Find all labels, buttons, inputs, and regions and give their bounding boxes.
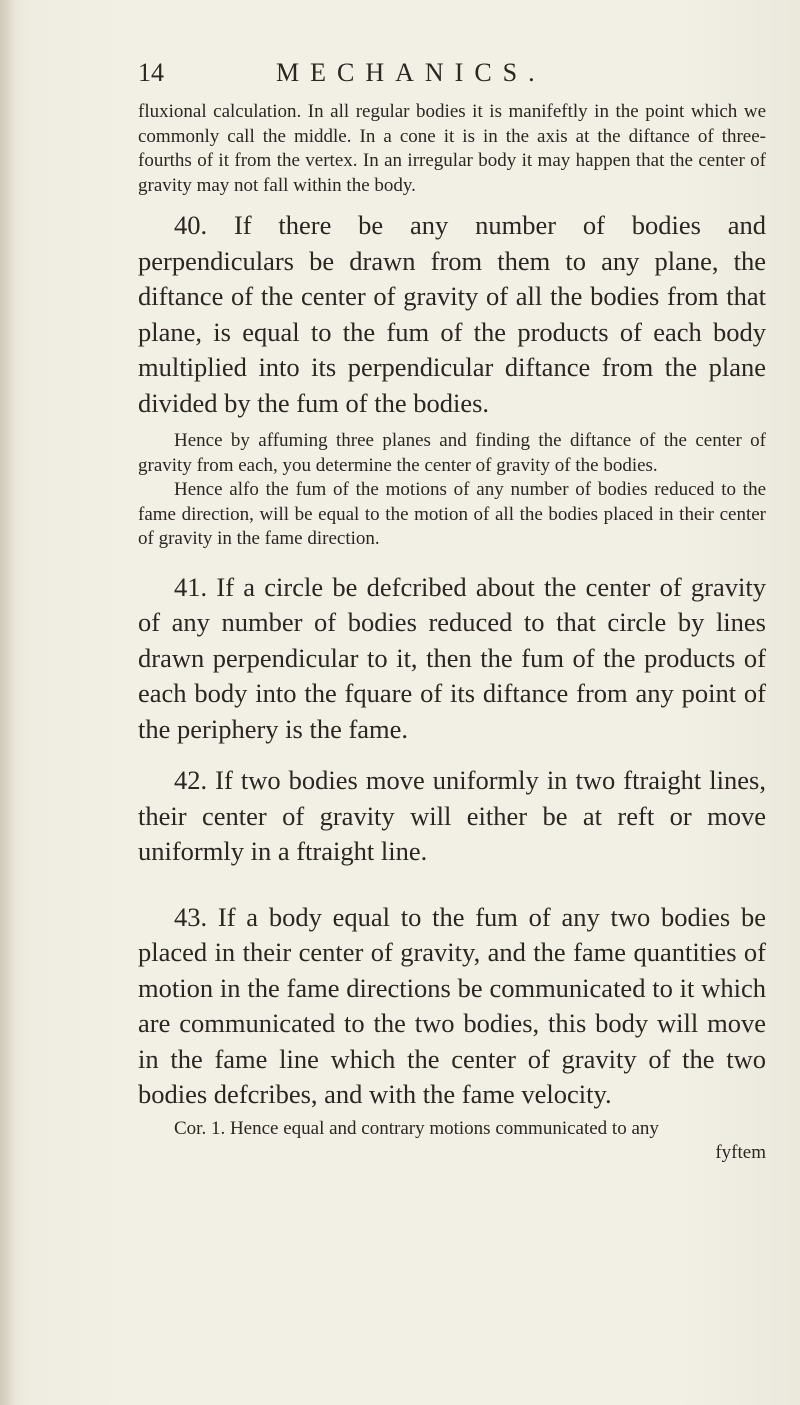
page-number: 14 [138,58,164,87]
page-body [138,100,766,1165]
running-title: MECHANICS. [276,58,546,87]
note-40-a: Hence by affuming three planes and finding the diftance of the center of gravity from each, you determine the center of gravity of the bodies. [138,430,766,476]
paragraph-40: 40. If there be any number of bodies and perpendiculars be drawn from them to any plane, the diftance of the center of gravity of all the bodies from that plane, is equal to the fum of the products of each body multiplied into its perpendicular diftance from the plane divided by the fum of the bodies. [138,210,766,418]
paragraph-43: 43. If a body equal to the fum of any two bodies be placed in their center of gravity, and the fame quantities of motion in the fame directions be communicated to it which are communicated to the two bodies, this body will move in the fame line which the center of gravity of the two bodies defcribes, and with the fame velocity. [138,901,766,1109]
corollary-1: Cor. 1. Hence equal and contrary motions communicated to any [174,1117,659,1139]
page-header [138,58,758,94]
paragraph-41: 41. If a circle be defcribed about the center of gravity of any number of bodies reduced to that circle by lines drawn perpendicular to it, then the fum of the products of each body into the fquare of its diftance from any point of the periphery is the fame. [138,571,766,744]
catchword: fyftem [715,1142,766,1163]
note-40-b: Hence alfo the fum of the motions of any number of bodies reduced to the fame direction, will be equal to the motion of all the bodies placed in their center of gravity in the fame direction. [138,479,766,549]
paragraph-42: 42. If two bodies move uniformly in two ftraight lines, their center of gravity will either be at reft or move uniformly in a ftraight line. [138,765,766,866]
page-gutter [0,0,14,1405]
paragraph-fragment: fluxional calculation. In all regular bodies it is manifeftly in the point which we commonly call the middle. In a cone it is in the axis at the diftance of three-fourths of it from the vertex. In an irregular body it may happen that the center of gravity may not fall within the body. [138,101,766,196]
